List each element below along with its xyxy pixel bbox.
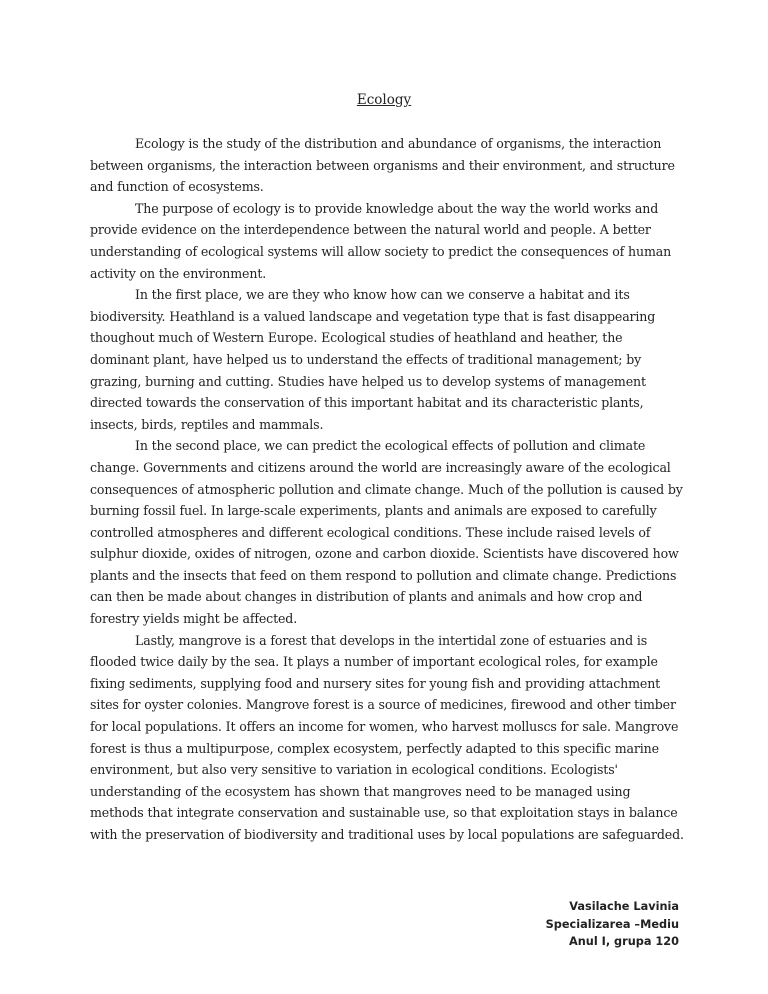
author-group: Anul I, grupa 120 [569,935,679,948]
document-title: Ecology [356,92,412,108]
document-body [90,133,684,846]
author-specialization: Specializarea –Mediu [545,917,679,931]
paragraph: The purpose of ecology is to provide knowledge about the way the world works and provide evidence on the interdependence between the natural world and people. A better understanding of ecological systems will allow society to predict the consequences of human activity on the environment. [90,200,672,281]
author-name: Vasilache Lavinia [569,900,679,913]
paragraph: In the first place, we are they who know how can we conserve a habitat and its biodiversity. Heathland is a valued landscape and vegetation type that is fast disappearing thoughout much of Western Europe. Ecological studies of heathland and heather, the dominant plant, have helped us to understand the effects of traditional management; by grazing, burning and cutting. Studies have helped us to develop systems of management directed towards the conservation of this important habitat and its characteristic plants, insects, birds, reptiles and mammals. [90,287,656,432]
paragraph: Ecology is the study of the distribution and abundance of organisms, the interaction between organisms, the interaction between organisms and their environment, and structure and function of ecosystems. [90,136,675,195]
paragraph: Lastly, mangrove is a forest that develops in the intertidal zone of estuaries and is flooded twice daily by the sea. It plays a number of important ecological roles, for example fixing sediments, supplying food and nursery sites for young fish and providing attachment sites for oyster colonies. Mangrove forest is a source of medicines, firewood and other timber for local populations. It offers an income for women, who harvest molluscs for sale. Mangrove forest is thus a multipurpose, complex ecosystem, perfectly adapted to this specific marine environment, but also very sensitive to variation in ecological conditions. Ecologists' understanding of the ecosystem has shown that mangroves need to be managed using methods that integrate conservation and sustainable use, so that exploitation stays in balance with the preservation of biodiversity and traditional uses by local populations are safeguarded. [90,632,684,842]
author-signature-block [546,898,679,951]
paragraph: In the second place, we can predict the ecological effects of pollution and climate change. Governments and citizens around the world are increasingly aware of the ecological consequences of atmospheric pollution and climate change. Much of the pollution is caused by burning fossil fuel. In large-scale experiments, plants and animals are exposed to carefully controlled atmospheres and different ecological conditions. These include raised levels of sulphur dioxide, oxides of nitrogen, ozone and carbon dioxide. Scientists have discovered how plants and the insects that feed on them respond to pollution and climate change. Predictions can then be made about changes in distribution of plants and animals and how crop and forestry yields might be affected. [90,438,683,627]
